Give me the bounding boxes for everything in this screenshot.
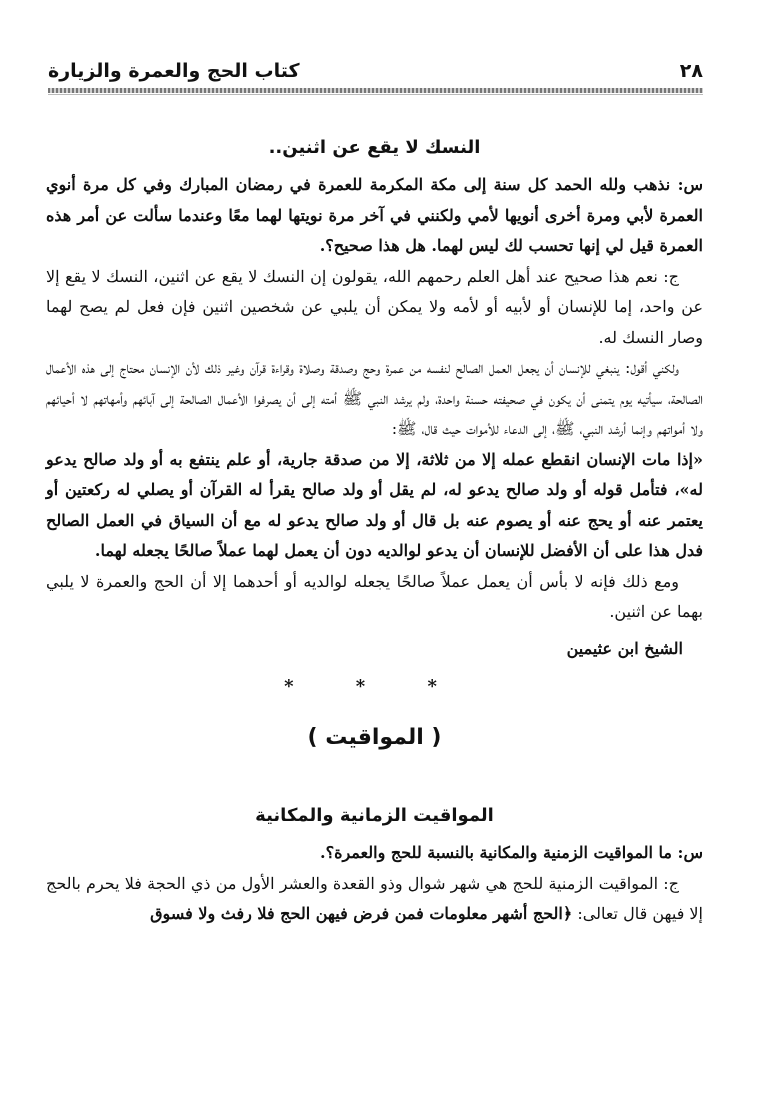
running-header xyxy=(48,54,703,88)
author-signature: الشيخ ابن عثيمين xyxy=(566,638,683,658)
hadith-paragraph: «إذا مات الإنسان انقطع عمله إلا من ثلاثة، إلا من صدقة جارية، أو علم ينتفع به أو ولد صالح يدعو له»، فتأمل قوله أو ولد صالح يدعو له، لم يقل أو ولد صالح يقرأ له القرآن أو يصلي له ركعتين أو يعتمر عنه أو يحج عنه أو يصوم عنه بل قال أو ولد صالح يدعو له مع أن السياق في العمل الصالح فدل هذا على أن الأفضل للإنسان أن يدعو لوالديه دون أن يعمل لهما عملاً صالحًا يجعله لهما. xyxy=(46,449,704,560)
quran-quote: ﴿الحج أشهر معلومات فمن فرض فيهن الحج فلا رفث ولا فسوق xyxy=(150,904,573,923)
answer-paragraph: ولكني أقول: ينبغي للإنسان أن يجعل العمل الصالح لنفسه من عمرة وحج وصدقة وصلاة وقراءة قرآن وغير ذلك لأن الإنسان محتاج إلى هذه الأعمال الصالحة، سيأتيه يوم يتمنى أن يكون في صحيفته حسنة واحدة، ولم يرشد النبي ﷺ أمته إلى أن يصرفوا الأعمال الصالحة إلى آبائهم وأمهاتهم لا أحيائهم ولا أمواتهم وإنما أرشد النبي، ﷺ، إلى الدعاء للأموات حيث قال، ﷺ: xyxy=(46,358,703,438)
section-title: المواقيت الزمانية والمكانية xyxy=(255,805,494,826)
page-content xyxy=(46,128,703,930)
question-paragraph: س: نذهب ولله الحمد كل سنة إلى مكة المكرمة للعمرة في رمضان المبارك وفي كل مرة أنوي العمرة لأبي ومرة أخرى أنويها لأمي ولكنني في آخر مرة نويتها لهما معًا وعندما سألت عن أمر هذه العمرة قيل لي إنها تحسب لك ليس لهما. هل هذا صحيح؟. xyxy=(46,175,704,255)
header-rule xyxy=(48,88,703,93)
header-rule-thin xyxy=(48,94,703,95)
answer-paragraph: ومع ذلك فإنه لا بأس أن يعمل عملاً صالحًا يجعله لوالديه أو أحدهما إلا أن الحج والعمرة لا يلبي بهما عن اثنين. xyxy=(46,571,703,621)
answer-paragraph: ج: نعم هذا صحيح عند أهل العلم رحمهم الله، يقولون إن النسك لا يقع عن اثنين، النسك لا يقع إلا عن واحد، إما للإنسان أو لأبيه أو لأمه ولا يمكن أن يلبي عن شخصين اثنين فإن فعل لم يصح لهما وصار النسك له. xyxy=(46,266,703,347)
page-number: ٢٨ xyxy=(679,60,703,82)
question-paragraph: س: ما المواقيت الزمنية والمكانية بالنسبة للحج والعمرة؟. xyxy=(320,843,703,862)
section-separator: * * * xyxy=(284,676,465,697)
section-title: النسك لا يقع عن اثنين.. xyxy=(268,137,481,158)
answer-text: ج: المواقيت الزمنية للحج هي شهر شوال وذو القعدة والعشر الأول من ذي الحجة فلا يحرم بالحج إلا فيهن قال تعالى: xyxy=(46,873,703,923)
chapter-title: ( المواقيت ) xyxy=(307,725,442,750)
book-title: كتاب الحج والعمرة والزيارة xyxy=(48,60,300,82)
answer-paragraph xyxy=(46,869,703,930)
